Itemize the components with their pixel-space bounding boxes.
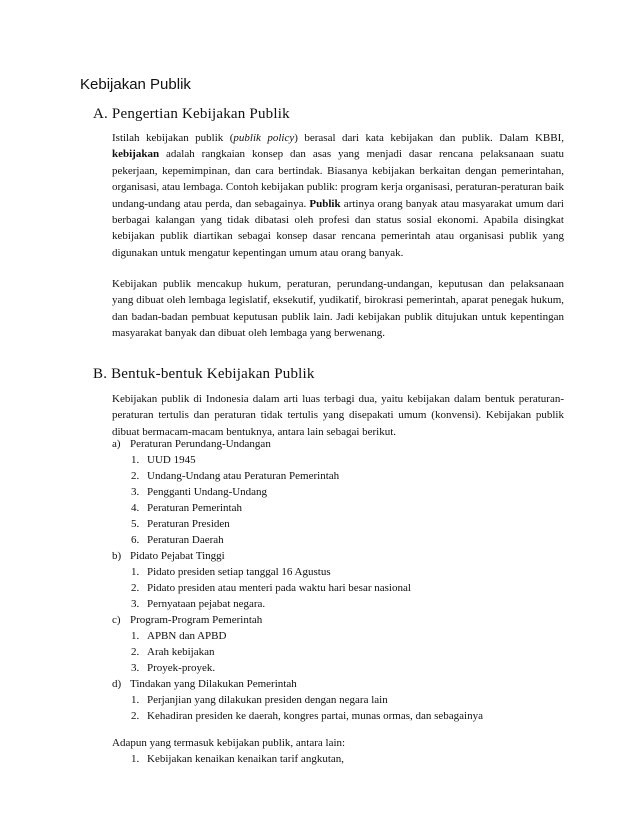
group-letter: c) <box>112 614 121 626</box>
section-b-intro: Kebijakan publik di Indonesia dalam arti luas terbagi dua, yaitu kebijakan dalam bentuk peraturan-peraturan tertulis dan peraturan tidak tertulis yang disepakati umum (konvensi). Kebijakan publik dibuat bermacam-macam bentuknya, antara lain sebagai berikut. <box>112 393 564 438</box>
document-title: Kebijakan Publik <box>80 76 191 93</box>
group-label: Peraturan Perundang-Undangan <box>130 438 271 450</box>
section-b-heading: B. Bentuk-bentuk Kebijakan Publik <box>93 366 315 382</box>
group-letter: b) <box>112 550 122 562</box>
section-b-outro: Adapun yang termasuk kebijakan publik, antara lain: <box>112 737 346 749</box>
group-letter: d) <box>112 678 122 690</box>
document-page: Kebijakan Publik A. Pengertian Kebijakan Publik Istilah kebijakan publik (publik policy) berasal dari kata kebijakan dan publik. Dalam KBBI, kebijakan adalah rangkaian konsep dan asas yang menjadi dasar rencana pelaksanaan suatu pekerjaan, kepemimpinan, dan cara bertindak. Biasanya kebijakan berkaitan dengan pemerintahan, organisasi, atau lembaga. Contoh kebijakan publik: program kerja organisasi, peraturan-peraturan baik undang-undang atau perda, dan sebagainya. Publik artinya orang banyak atau masyarakat umum dari berbagai kalangan yang tidak dibatasi oleh profesi dan status sosial ekonomi. Apabila disingkat kebijakan publik diartikan sebagai konsep dasar rencana pemerintah atau organisasi publik yang digunakan untuk mengatur kepentingan umum atau orang banyak. Kebijakan publik mencakup hukum, peraturan, perundang-undangan, keputusan dan pelaksanaan yang dibuat oleh lembaga legislatif, eksekutif, yudikatif, birokrasi pemerintah, aparat penegak hukum, dan badan-badan pembuat keputusan publik lain. Jadi kebijakan publik ditujukan untuk kepentingan masyarakat banyak dan dibuat oleh lembaga yang berwenang. B. Bentuk-bentuk Kebijakan Publik Kebijakan publik di Indonesia dalam arti luas terbagi dua, yaitu kebijakan dalam bentuk peraturan-peraturan tertulis dan peraturan tidak tertulis yang disepakati umum (konvensi). Kebijakan publik dibuat bermacam-macam bentuknya, antara lain sebagai berikut. a) Peraturan Perundang-Undangan 1. UUD 1945 2. Undang-Undang atau Peraturan Pemerintah 3. Pengganti Undang-Undang 4. Peraturan Pemerintah 5. Peraturan Presiden 6. Peraturan Daerah b) Pidato Pejabat Tinggi 1. Pidato presiden setiap tanggal 16 Agustus 2. Pidato presiden atau menteri pada waktu hari besar nasional 3. Pernyataan pejabat negara. c) Program-Program Pemerintah 1. APBN dan APBD 2. Arah kebijakan 3. Proyek-proyek. d) Tindakan yang Dilakukan Pemerintah 1. Perjanjian yang dilakukan presiden dengan negara lain 2. Kehadiran presiden ke daerah, kongres partai, munas ormas, dan sebagainya Adapun yang termasuk kebijakan publik, antara lain: 1. Kebijakan kenaikan kenaikan tarif angkutan, <box>80 76 565 765</box>
group-label: Tindakan yang Dilakukan Pemerintah <box>130 678 297 690</box>
section-a-paragraph-1: Istilah kebijakan publik (publik policy) berasal dari kata kebijakan dan publik. Dalam KBBI, kebijakan adalah rangkaian konsep dan asas yang menjadi dasar rencana pelaksanaan suatu pekerjaan, kepemimpinan, dan cara bertindak. Biasanya kebijakan berkaitan dengan pemerintahan, organisasi, atau lembaga. Contoh kebijakan publik: program kerja organisasi, peraturan-peraturan baik undang-undang atau perda, dan sebagainya. Publik artinya orang banyak atau masyarakat umum dari berbagai kalangan yang tidak dibatasi oleh profesi dan status sosial ekonomi. Apabila disingkat kebijakan publik diartikan sebagai konsep dasar rencana pemerintah atau organisasi publik yang digunakan untuk mengatur kepentingan umum atau orang banyak. <box>112 132 565 259</box>
group-label: Pidato Pejabat Tinggi <box>130 550 225 562</box>
section-a-heading: A. Pengertian Kebijakan Publik <box>93 106 290 122</box>
section-a-paragraph-2: Kebijakan publik mencakup hukum, peraturan, perundang-undangan, keputusan dan pelaksanaan yang dibuat oleh lembaga legislatif, eksekutif, yudikatif, birokrasi pemerintah, aparat penegak hukum, dan badan-badan pembuat keputusan publik lain. Jadi kebijakan publik ditujukan untuk kepentingan masyarakat banyak dan dibuat oleh lembaga yang berwenang. <box>112 278 564 340</box>
group-label: Program-Program Pemerintah <box>130 614 263 626</box>
group-letter: a) <box>112 438 121 450</box>
